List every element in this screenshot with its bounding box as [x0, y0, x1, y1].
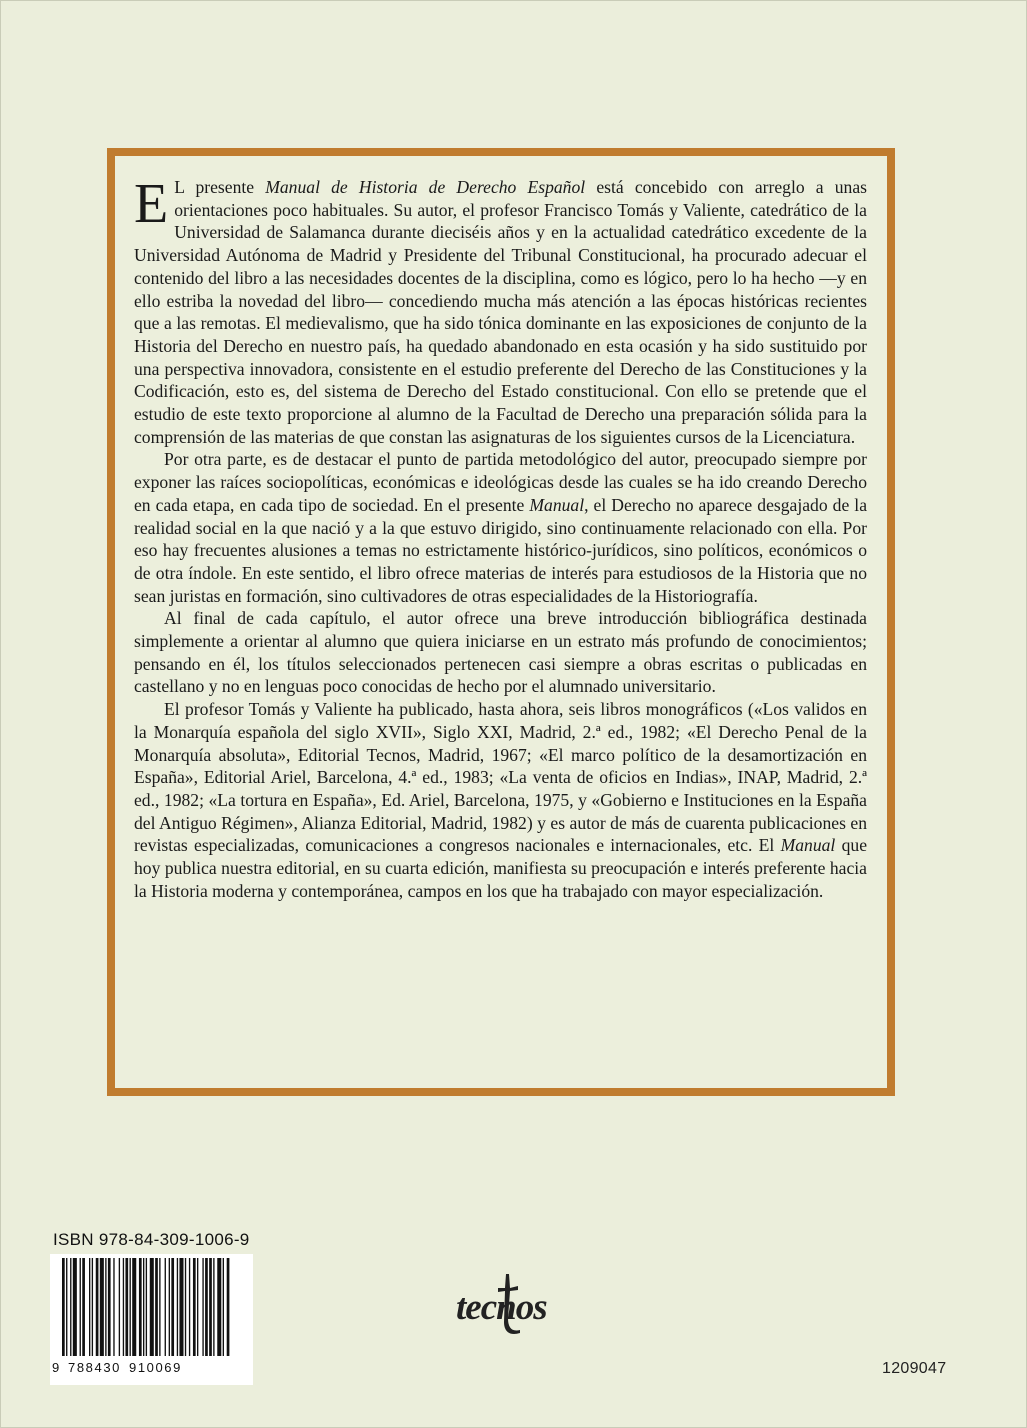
book-title: Manual de Historia de Derecho Español: [265, 177, 586, 197]
drop-cap: E: [134, 173, 169, 235]
barcode-bars: [58, 1258, 246, 1362]
blurb-paragraph-2: Por otra parte, es de destacar el punto de partida metodológico del autor, preocupado siempre por exponer las raíces sociopolíticas, económicas e ideológicas desde las cuales se ha ido creando Derecho en cada etapa, en cada tipo de sociedad. En el presente Manual, el Derecho no aparece desgajado de la realidad social en la que nació y a la que estuvo dirigido, sino continuamente relacionado con ella. Por eso hay frecuentes alusiones a temas no estrictamente histórico-jurídicos, sino políticos, económicos o de otra índole. En este sentido, el libro ofrece materias de interés para estudiosos de la Historia que no sean juristas en formación, sino cultivadores de otras especialidades de la Historiografía.: [134, 449, 867, 606]
book-title-short: Manual: [780, 835, 836, 856]
barcode-digits: 9 788430 910069: [52, 1360, 182, 1375]
blurb-paragraph-4: El profesor Tomás y Valiente ha publicado, hasta ahora, seis libros monográficos («Los validos en la Monarquía española del siglo XVII», Siglo XXI, Madrid, 2.ª ed., 1982; «El Derecho Penal de la Monarquía absoluta», Editorial Tecnos, Madrid, 1967; «El marco político de la desamortización en España», Editorial Ariel, Barcelona, 4.ª ed., 1983; «La venta de oficios en Indias», INAP, Madrid, 2.ª ed., 1982; «La tortura en España», Ed. Ariel, Barcelona, 1975, y «Gobierno e Instituciones en la España del Antiguo Régimen», Alianza Editorial, Madrid, 1982) y es autor de más de cuarenta publicaciones en revistas especializadas, comunicaciones a congresos nacionales e internacionales, etc. El Manual que hoy publica nuestra editorial, en su cuarta edición, manifiesta su preocupación e interés preferente hacia la Historia moderna y contemporánea, campos en los que ha trabajado con mayor especialización.: [134, 699, 867, 901]
isbn-label: ISBN 978-84-309-1006-9: [53, 1230, 250, 1249]
book-title-short: Manual: [529, 494, 585, 515]
barcode: [50, 1254, 253, 1385]
blurb-text: [134, 173, 867, 903]
blurb-frame: [107, 148, 895, 1096]
blurb-paragraph-3: Al final de cada capítulo, el autor ofrece una breve introducción bibliográfica destinada simplemente a orientar al alumno que quiera iniciarse en un estrato más profundo de conocimientos; pensando en él, los títulos seleccionados pertenecen casi siempre a obras escritas o publicadas en castellano y no en lenguas poco conocidas de hecho por el alumnado universitario.: [134, 608, 867, 697]
tecnos-logo: tecnos: [454, 1274, 564, 1338]
blurb-paragraph-1: E L presente Manual de Historia de Derecho Español está concebido con arreglo a unas orientaciones poco habituales. Su autor, el profesor Francisco Tomás y Valiente, catedrático de la Universidad de Salamanca durante dieciséis años y en la actualidad catedrático excedente de la Universidad Autónoma de Madrid y Presidente del Tribunal Constitucional, ha procurado adecuar el contenido del libro a las necesidades docentes de la disciplina, como es lógico, pero lo ha hecho —y en ello estriba la novedad del libro— concediendo mucha más atención a las épocas históricas recientes que a las remotas. El medievalismo, que ha sido tónica dominante en las exposiciones de conjunto de la Historia del Derecho en nuestro país, ha quedado abandonado en esta ocasión y ha sido sustituido por una perspectiva innovadora, consistente en el estudio preferente del Derecho de las Constituciones y la Codificación, esto es, del sistema de Derecho del Estado constitucional. Con ello se pretende que el estudio de este texto proporcione al alumno de la Facultad de Derecho una preparación sólida para la comprensión de las materias de que constan las asignaturas de los siguientes cursos de la Licenciatura.: [134, 173, 867, 447]
catalog-number: 1209047: [882, 1360, 947, 1377]
